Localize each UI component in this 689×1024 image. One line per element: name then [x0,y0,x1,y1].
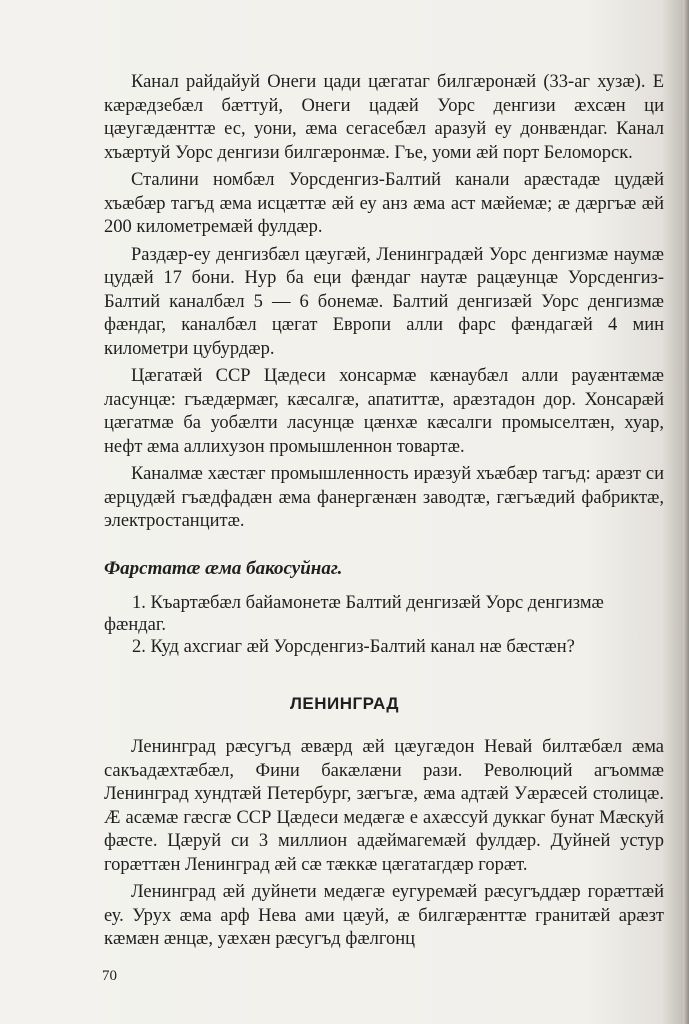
paragraph: Сталини номбæл Уорсденгиз-Балтий канали арæстадæ цудæй хъæбæр тагъд æма исцæттæ æй еу анз æма аст мæйемæ; æ дæргъæ æй 200 километремæй фулдæр. [104,170,664,237]
paragraph: Цæгатæй ССР Цæдеси хонсармæ кæнаубæл алли рауæнтæмæ ласунцæ: гъæдæрмæг, кæсалгæ, апатиттæ, арæзтадон дор. Хонсарæй цæгатмæ ба уобæлти ласунцæ цæнхæ кæсалги промыселтæн, хуар, нефт æма аллихузон промышленнон товартæ. [104,366,664,457]
paragraph: Ленинград æй дуйнети медæгæ еугуремæй рæсугъддæр горæттæй еу. Урух æма арф Нева ами цæуй, æ билгæрæнттæ гранитæй арæзт кæмæн æнцæ, уæхæн рæсугъд фæлгонц [104,882,664,949]
text-section-canal [104,71,664,538]
paragraph: Ленинград рæсугъд æвæрд æй цæугæдон Невай билтæбæл æма сакъадæхтæбæл, Фини бакæлæни рази. Революций агъоммæ Ленинград хундтæй Петербург, зæгъгæ, æма адтæй Уæрæсей столицæ. Æ асæмæ гæсгæ ССР Цæдеси медæгæ е ахæссуй дуккаг бунат Мæскуй фæсте. Цæруй си 3 миллион адæймагемæй фулдæр. Дуйней устур горæттæн Ленинград æй сæ тæккæ цæгатагдæр горæт. [104,737,664,875]
chapter-title: ЛЕНИНГРАД [289,694,400,713]
text-section-leningrad [104,736,664,956]
paragraph: Канал райдайуй Онеги цади цæгатаг билгæронæй (33-аг хузæ). Е кæрæдзебæл бæттуй, Онеги цадæй Уорс денгизи æхсæн ци цæугæдæнттæ ес, уони, æма сегасебæл аразуй еу донвæндаг. Канал хъæртуй Уорс денгизи билгæронмæ. Гъе, уоми æй порт Беломорск. [104,72,664,163]
page-number: 70 [102,968,117,984]
questions-list [104,592,664,658]
question-item: 1. Къартæбæл байамонетæ Балтий денгизæй Уорс денгизмæ фæндаг. [104,593,604,635]
question-item: 2. Куд ахсгиаг æй Уорсденгиз-Балтий канал нæ бæстæн? [132,637,575,657]
page-edge-shadow [683,0,689,1024]
paragraph: Раздæр-еу денгизбæл цæугæй, Ленинградæй Уорс денгизмæ наумæ цудæй 17 бони. Нур ба еци фæндаг наутæ рацæунцæ Уорсденгиз-Балтий каналбæл 5 — 6 бонемæ. Балтий денгизæй Уорс денгизмæ фæндаг, каналбæл цæгат Европи алли фарс фæндагæй 4 мин километри цубурдæр. [104,244,664,359]
questions-heading: Фарстатæ æма бакосуйнаг. [104,558,343,579]
paragraph: Каналмæ хæстæг промышленность ирæзуй хъæбæр тагъд: арæзт си æрцудæй гъæдфадæн æма фанергæнæн заводтæ, гæгъæдий фабриктæ, электростанцитæ. [104,464,664,531]
